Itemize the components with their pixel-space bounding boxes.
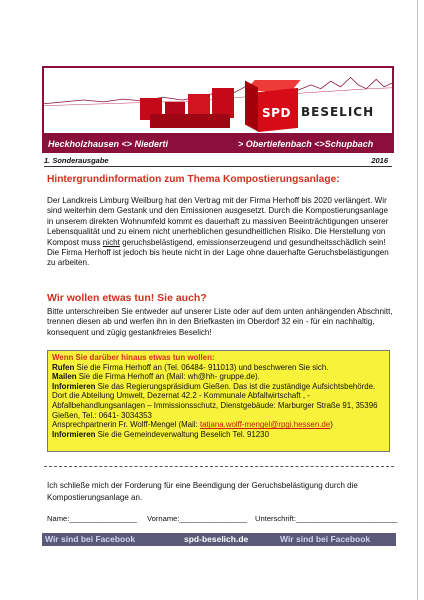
p1-text-b: geruchsbelästigend, emissionserzeugend und gesundheitsschädlich sein! <box>119 237 386 247</box>
infobox-line-mail: Mailen Sie die Firma Herhoff an (Mail: wh@hh- gruppe.de). <box>52 372 260 382</box>
logo-cube-side <box>245 81 258 132</box>
contact-email-link[interactable]: tatjana.wolff-mengel@rpgi.hessen.de <box>199 420 331 430</box>
article-paragraph-1 <box>47 196 395 269</box>
header-rule <box>44 166 392 167</box>
infobox-line-gemeinde: Informieren Sie die Gemeindeverwaltung Beselich Tel. 91230 <box>52 429 269 439</box>
name-field[interactable]: Name:________________ <box>47 514 137 523</box>
locations-bar <box>42 135 394 153</box>
action-info-box <box>47 350 390 452</box>
infobox-heading: Wenn Sie darüber hinaus etwas tun wollen: <box>52 353 215 362</box>
p1-text-a: Der Landkreis Limburg Weilburg hat den Vertrag mit der Firma Herhoff bis 2020 verlängert. Wir sind weiterhin dem Gestank und den Emissionen ausgesetzt. Durch die Kompostierungsanlage in unserem direkten Wohnumfeld kommt es dauerhaft zu massiven Beeinträchtigungen unserer Lebensqualität und zu einem nicht unerheblichen gesundheitlichen Risiko. Die Herstellung von Kompost muss <box>47 196 389 247</box>
article-title: Hintergrundinformation zum Thema Kompostierungsanlage: <box>47 174 340 185</box>
locations-right: > Obertiefenbach <>Schupbach <box>238 139 374 149</box>
logo-name-text: BESELICH <box>301 105 375 119</box>
infobox-line-rp: Informieren Sie das Regierungspräsidium Gießen. Das ist die zuständige Aufsichtsbehörde. Dort die Abteilung Umwelt, Dezernat 42.2 - Kommunale Abfallwirtschaft , - Abfallbehandlungsanlagen – Immissionsschutz, Dienstgebäude: Marburger Straße 91, 35396 Gießen, Tel.: 0641- 3034353 <box>52 381 378 420</box>
signature-field[interactable]: Unterschrift:________________________ <box>255 514 398 523</box>
page-edge <box>417 0 418 600</box>
edition-label: 1. Sonderausgabe <box>44 156 109 165</box>
cube-5 <box>150 114 230 128</box>
vorname-field[interactable]: Vorname:________________ <box>147 514 248 523</box>
p1-text-c: Die Firma Herhoff ist jedoch bis heute nicht in der Lage ohne dauerhafte Geruchsbelästigungen zu arbeiten. <box>47 248 389 268</box>
cut-line <box>44 466 394 467</box>
header-banner <box>42 66 394 135</box>
petition-text: Ich schließe mich der Forderung für eine Beendigung der Geruchsbelästigung durch die Kompostierungsanlage an. <box>47 481 358 502</box>
footer-facebook-left[interactable]: Wir sind bei Facebook <box>45 534 136 544</box>
call-to-action-heading: Wir wollen etwas tun! Sie auch? <box>47 292 207 304</box>
edition-year: 2016 <box>371 156 388 165</box>
article-paragraph-2: Bitte unterschreiben Sie entweder auf unserer Liste oder auf dem unten anhängenden Abschnitt, trennen diesen ab und werfen ihn in den Briefkasten im Oberdorf 32 ein - für ein nachhaltig, konsequent und zügig gestankfreies Beselich! <box>47 307 393 337</box>
infobox-line-contact: Ansprechpartnerin Fr. Wolff-Mengel (Mail: tatjana.wolff-mengel@rpgi.hessen.de) <box>52 420 333 430</box>
footer-facebook-right[interactable]: Wir sind bei Facebook <box>280 534 371 544</box>
p1-underlined: nicht <box>102 237 120 247</box>
logo-spd-text: SPD <box>262 106 291 120</box>
infobox-line-call: Rufen Sie die Firma Herhoff an (Tel. 06484- 911013) und beschweren Sie sich. <box>52 362 329 372</box>
locations-left: Heckholzhausen <> Niederti <box>48 139 169 149</box>
footer-website[interactable]: spd-beselich.de <box>184 534 249 544</box>
footer-bar <box>42 533 396 546</box>
